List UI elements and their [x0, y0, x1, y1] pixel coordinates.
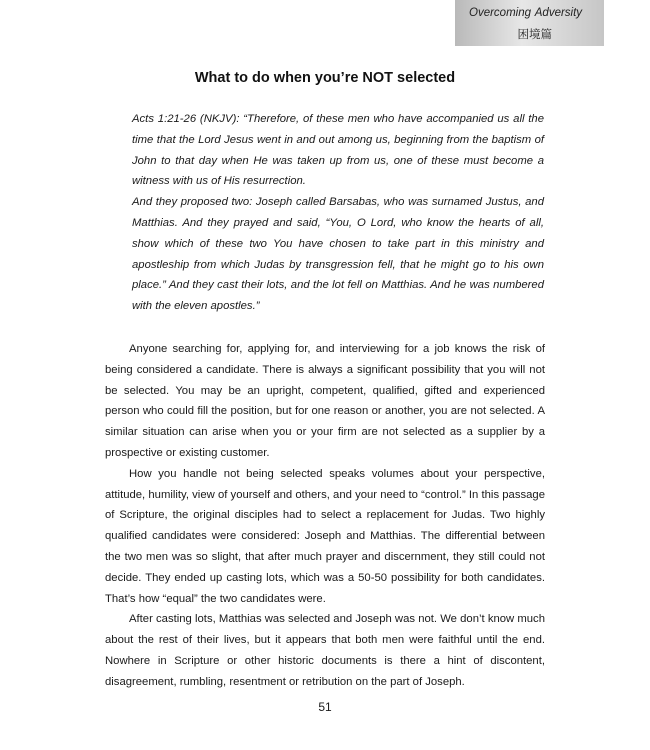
body-paragraph: After casting lots, Matthias was selected and Joseph was not. We don’t know much about the rest of their lives, but it appears that both men were faithful until the end. Nowhere in Scripture or other historic documents is there a hint of discontent, disagreement, rumbling, resentment or retribution on the part of Joseph.: [105, 613, 545, 688]
body-text: [105, 339, 545, 693]
body-paragraph: How you handle not being selected speaks volumes about your perspective, attitude, humility, view of yourself and others, and your need to “control.” In this passage of Scripture, the original disciples had to select a replacement for Judas. Two highly qualified candidates were considered: Joseph and Matthias. The differential between the two men was so slight, that after much prayer and discernment, they still could not decide. They ended up casting lots, which was a 50-50 possibility for both candidates. That’s how “equal” the two candidates were.: [105, 467, 545, 605]
section-title-chinese: 困境篇: [517, 27, 552, 41]
page-title: What to do when you’re NOT selected: [194, 70, 456, 86]
page-number: 51: [318, 700, 332, 714]
section-title: Overcoming Adversity: [469, 7, 583, 19]
scripture-quote: [132, 109, 544, 317]
section-header-tab: [455, 0, 604, 46]
body-paragraph: Anyone searching for, applying for, and interviewing for a job knows the risk of being considered a candidate. There is always a significant possibility that you will not be selected. You may be an upright, competent, qualified, gifted and experienced person who could fill the position, but for one reason or another, you are not selected. A similar situation can arise when you or your firm are not selected as a supplier by a prospective or existing customer.: [105, 343, 545, 459]
scripture-paragraph: And they proposed two: Joseph called Barsabas, who was surnamed Justus, and Matthias. And they prayed and said, “You, O Lord, who know the hearts of all, show which of these two You have chosen to take part in this ministry and apostleship from which Judas by transgression fell, that he might go to his own place.” And they cast their lots, and the lot fell on Matthias. And he was numbered with the eleven apostles.”: [132, 196, 544, 313]
scripture-paragraph: Acts 1:21-26 (NKJV): “Therefore, of these men who have accompanied us all the time that the Lord Jesus went in and out among us, beginning from the baptism of John to that day when He was taken up from us, one of these must become a witness with us of His resurrection.: [132, 113, 544, 188]
